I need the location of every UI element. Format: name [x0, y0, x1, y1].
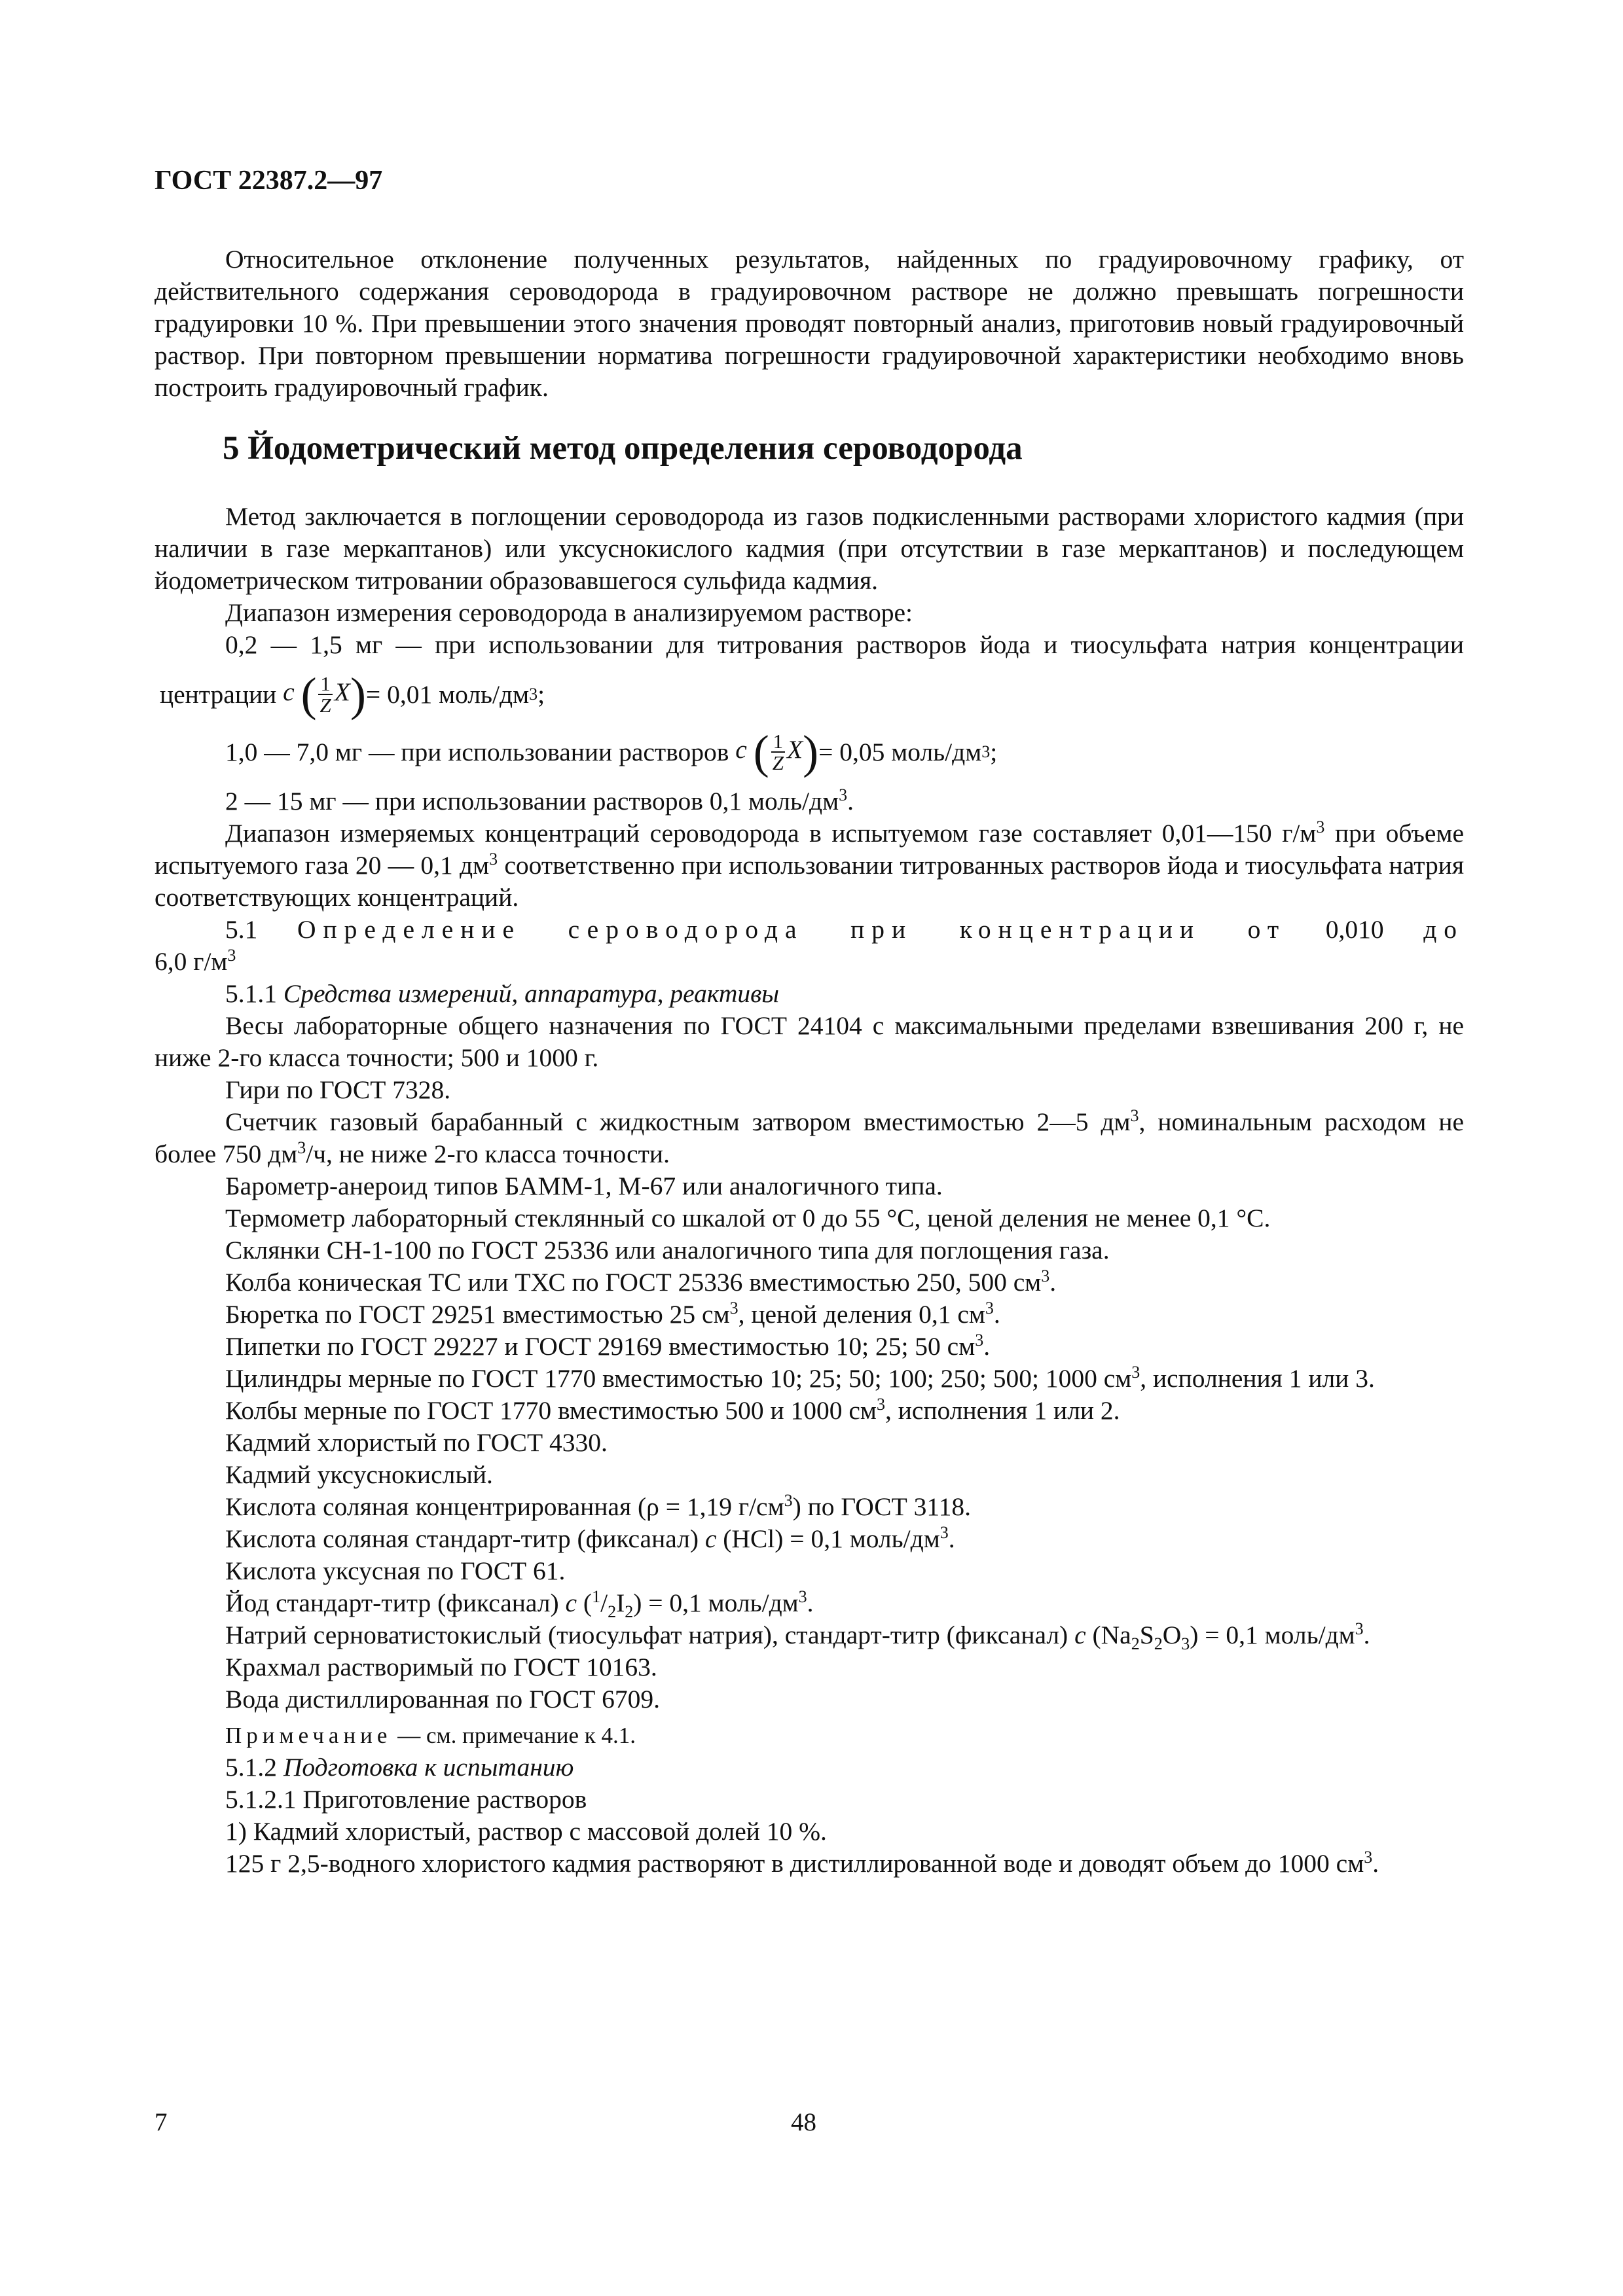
method-paragraph: Метод заключается в поглощении сероводорода из газов подкисленными растворами хлористого кадмия (при наличии в газе меркаптанов) или уксуснокислого кадмия (при отсутствии в газе меркаптанов) и последующем йодометрическом титровании образовавшегося сульфида кадмия.	[155, 502, 1464, 595]
item-weights: Гири по ГОСТ 7328.	[225, 1075, 451, 1104]
note-label: Примечание	[225, 1723, 392, 1748]
formula-denominator: Z	[319, 694, 331, 717]
item-hcl-concentrated: Кислота соляная концентрированная (ρ = 1,19 $г/см^3$) по ГОСТ 3118.	[225, 1490, 972, 1521]
item-scales: Весы лабораторные общего назначения по ГОСТ 24104 с максимальными пределами взвешивания 200 г, не ниже 2-го класса точности; 500 и 1000 г.	[155, 1011, 1464, 1072]
range2-text: 1,0 — 7,0 мг — при использовании растворов	[225, 737, 729, 766]
range3-text: 2 — 15 мг — при использовании растворов 0,1 моль/дм	[225, 787, 839, 816]
formula-x: X	[334, 677, 350, 707]
item-volumetric-flasks: Колбы мерные по ГОСТ 1770 вместимостью 500 и 1000 $см^3$, исполнения 1 или 2.	[225, 1394, 1120, 1425]
item-pipettes: Пипетки по ГОСТ 29227 и ГОСТ 29169 вместимостью 10; 25; 50 $см^3$.	[225, 1330, 991, 1361]
item-barometer: Барометр-анероид типов БАММ-1, М-67 или аналогичного типа.	[225, 1172, 943, 1200]
item-gas-counter: Счетчик газовый барабанный с жидкостным затвором вместимостью 2—5 $дм^3$, номинальным расходом не более 750 $дм^3/ч$, не ниже 2-го класса точности.	[155, 1105, 1464, 1168]
subsection-5-1-1-title: Средства измерений, аппаратура, реактивы	[283, 979, 780, 1008]
item-thiosulfate: Натрий серноватистокислый (тиосульфат натрия), стандарт-титр (фиксанал) c $(Na_2S_2O_3) = 0,1$ моль/$дм^3$.	[225, 1619, 1370, 1653]
item-cadmium-chloride: Кадмий хлористый по ГОСТ 4330.	[225, 1428, 608, 1457]
concentration-paragraph: Диапазон измеряемых концентраций сероводорода в испытуемом газе составляет 0,01—150 $г/м^3$ при объеме испытуемого газа 20 — 0,1 $дм^3$ соответственно при использовании титрованных растворов йода и тиосульфата натрия соответствующих концентраций.	[155, 817, 1465, 912]
subsection-5-1-2-1-heading: 5.1.2.1 Приготовление растворов	[225, 1785, 587, 1814]
range-intro: Диапазон измерения сероводорода в анализируемом растворе:	[225, 598, 913, 627]
range1-continuation: центрации	[160, 679, 283, 709]
range1-text: 0,2 — 1,5 мг — при использовании для титрования растворов йода и тиосульфата натрия концентрации	[225, 630, 1464, 659]
item-cadmium-acetate: Кадмий уксуснокислый.	[225, 1460, 493, 1489]
range2-value: = 0,05 моль/дм	[818, 737, 982, 766]
page-number: 48	[791, 2108, 816, 2136]
subsection-5-1-title: Определение сероводорода при концентрации от	[297, 915, 1286, 944]
item-acetic-acid: Кислота уксусная по ГОСТ 61.	[225, 1556, 566, 1585]
subsection-5-1-heading	[155, 914, 1464, 946]
item-starch: Крахмал растворимый по ГОСТ 10163.	[225, 1653, 657, 1681]
subsection-5-1-2-heading: 5.1.2 Подготовка к испытанию	[225, 1753, 574, 1782]
subsection-5-1-number: 5.1	[225, 915, 258, 944]
note-text: — см. примечание к 4.1.	[397, 1723, 636, 1748]
subsection-5-1-1-heading: 5.1.1 Средства измерений, аппаратура, реактивы	[225, 979, 780, 1008]
subsection-5-1-range-to: до	[1423, 915, 1465, 944]
item-iodine: Йод стандарт-титр (фиксанал) c $(^1/_2I_2) = 0,1$ моль/$дм^3$.	[225, 1587, 814, 1621]
footer-left-number: 7	[155, 2108, 168, 2136]
range1-value: = 0,01 моль/дм	[365, 679, 530, 709]
document-code: ГОСТ 22387.2—97	[155, 166, 383, 196]
subsection-5-1-2-title: Подготовка к испытанию	[283, 1753, 574, 1782]
intro-paragraph: Относительное отклонение полученных результатов, найденных по градуировочному графику, от действительного содержания сероводорода в градуировочном растворе не должно превышать погрешности градуировки 10 %. При превышении этого значения проводят повторный анализ, приготовив новый градуировочный раствор. При повторном превышении норматива погрешности градуировочной характеристики необходимо вновь построить градуировочный график.	[155, 245, 1464, 402]
item-burette: Бюретка по ГОСТ 29251 вместимостью 25 $см^3$, ценой деления 0,1 $см^3$.	[225, 1298, 1000, 1329]
range2-line: 1,0 — 7,0 мг — при использовании растворов c ( $\frac{1}{Z}$ X) = 0,05 моль/дм 3 ;	[225, 726, 998, 778]
range1-formula-line: центрации c ( $\frac{1}{Z}$ X) = 0,01 моль/дм 3 ;	[160, 668, 545, 721]
subsection-5-1-range-end: 6,0 $г/м^3$	[155, 945, 236, 976]
subsection-5-1-2-1-title: Приготовление растворов	[302, 1785, 587, 1814]
section-5-title: 5 Йодометрический метод определения сероводорода	[223, 430, 1023, 467]
solution-item-1: 1) Кадмий хлористый, раствор с массовой долей 10 %.	[225, 1817, 827, 1846]
subsection-5-1-range: 0,010	[1325, 915, 1384, 944]
solution-item-1-text: 125 г 2,5-водного хлористого кадмия растворяют в дистиллированной воде и доводят объем до 1000 $см^3$.	[225, 1847, 1379, 1878]
item-cylinders: Цилиндры мерные по ГОСТ 1770 вместимостью 10; 25; 50; 100; 250; 500; 1000 $см^3$, исполнения 1 или 3.	[225, 1362, 1375, 1393]
document-body	[155, 243, 1464, 1880]
concentration-formula-2: c ( $\frac{1}{Z}$ X)	[735, 726, 819, 778]
item-hcl-standard: Кислота соляная стандарт-титр (фиксанал) c (HCl) = 0,1 моль/$дм^3$.	[225, 1522, 955, 1553]
item-thermometer: Термометр лабораторный стеклянный со шкалой от 0 до 55 °С, ценой деления не менее 0,1 °С.	[225, 1204, 1271, 1232]
note	[155, 1719, 1464, 1751]
concentration-formula-1: c ( $\frac{1}{Z}$ X)	[283, 668, 366, 721]
item-flasks-sn: Склянки СН-1-100 по ГОСТ 25336 или аналогичного типа для поглощения газа.	[225, 1236, 1110, 1265]
range3-line: 2 — 15 мг — при использовании растворов 0,1 моль/$дм^3$.	[225, 785, 854, 816]
item-water: Вода дистиллированная по ГОСТ 6709.	[225, 1685, 661, 1713]
formula-numerator: 1	[318, 673, 333, 695]
item-conical-flask: Колба коническая ТС или ТХС по ГОСТ 25336 вместимостью 250, 500 $см^3$.	[225, 1266, 1057, 1297]
